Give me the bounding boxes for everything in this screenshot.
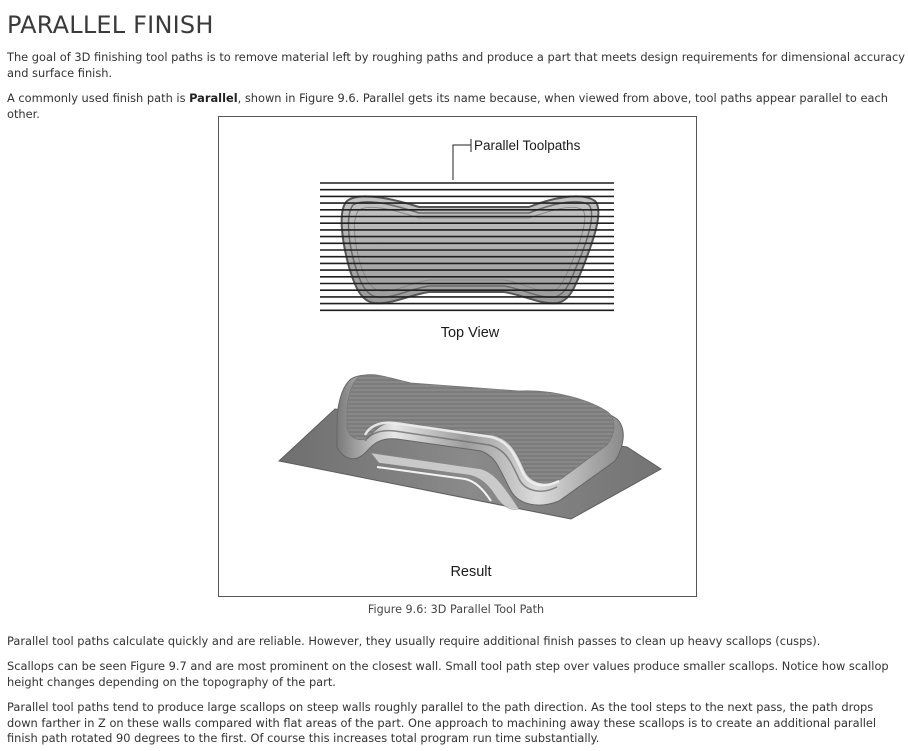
figure-caption: Figure 9.6: 3D Parallel Tool Path bbox=[367, 603, 545, 616]
result-render bbox=[279, 375, 661, 580]
top-view-diagram bbox=[320, 183, 614, 341]
toolpath-callout bbox=[453, 138, 581, 180]
parallel-term: Parallel bbox=[189, 91, 238, 105]
result-label: Result bbox=[450, 564, 492, 580]
page-title: PARALLEL FINISH bbox=[7, 11, 214, 39]
parallel-paragraph-end: , shown in Figure 9.6. Parallel gets its name because, when viewed from above, tool paths appear parallel to each other. bbox=[7, 91, 888, 121]
top-view-label: Top View bbox=[440, 325, 500, 341]
figure-9-6 bbox=[218, 116, 697, 597]
reliability-paragraph: Parallel tool paths calculate quickly and are reliable. However, they usually require additional finish passes to clean up heavy scallops (cusps). bbox=[7, 634, 821, 648]
toolpath-callout-label: Parallel Toolpaths bbox=[474, 138, 581, 153]
steep-walls-paragraph: Parallel tool paths tend to produce large scallops on steep walls roughly parallel to the path direction. As the tool steps to the next pass, the path drops down farther in Z on these walls compared with flat areas of the part. One approach to machining away these scallops is to create an additional parallel finish path rotated 90 degrees to the first. Of course this increases total program run time substantially. bbox=[7, 700, 877, 745]
scallops-paragraph: Scallops can be seen Figure 9.7 and are most prominent on the closest wall. Small tool path step over values produce smaller scallops. Notice how scallop height changes depending on the topography of the part. bbox=[7, 659, 889, 689]
figure-illustration bbox=[219, 117, 696, 596]
intro-paragraph: The goal of 3D finishing tool paths is to remove material left by roughing paths and produce a part that meets design requirements for dimensional accuracy and surface finish. bbox=[7, 50, 906, 80]
parallel-paragraph-start: A commonly used finish path is bbox=[7, 91, 190, 105]
